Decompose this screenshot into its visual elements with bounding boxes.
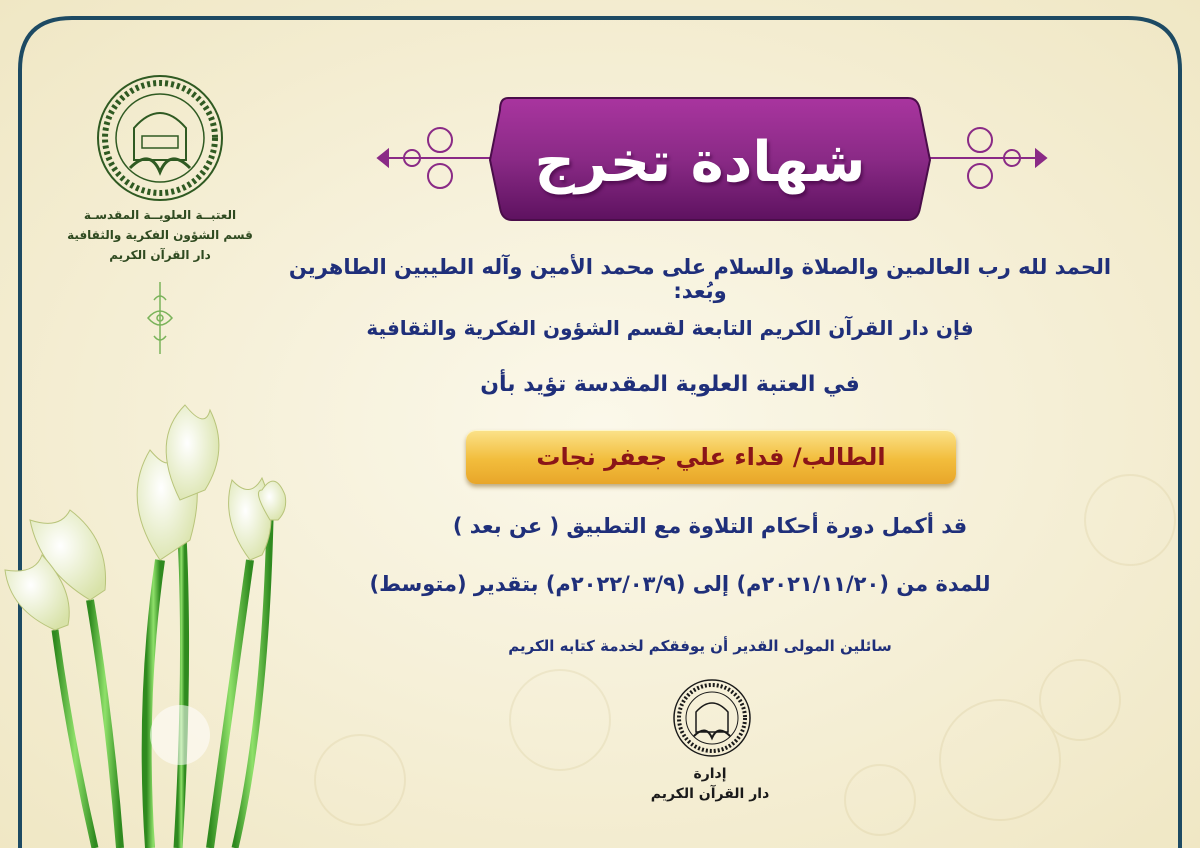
opening-praise: الحمد لله رب العالمين والصلاة والسلام على محمد الأمين وآله الطيبين الطاهرين وبُعد: (288, 255, 1112, 303)
institution-line-1: العتبــة العلويــة المقدسـة (83, 208, 237, 222)
institution-line-2: قسم الشؤون الفكرية والثقافية (67, 228, 253, 242)
admin-name: دار القرآن الكريم (650, 786, 770, 802)
body-line-3: في العتبة العلوية المقدسة تؤيد بأن (480, 372, 860, 397)
institution-block (40, 205, 280, 265)
admin-title: إدارة (693, 766, 727, 782)
course-completion: قد أكمل دورة أحكام التلاوة مع التطبيق ( عن بعد ) (452, 514, 968, 538)
certificate-title: شهادة تخرج (534, 130, 866, 195)
course-duration-grade: للمدة من (٢٠٢١/١١/٢٠م) إلى (٢٠٢٢/٠٣/٩م) بتقدير (متوسط) (369, 572, 991, 596)
closing-prayer: سائلين المولى القدير أن يوفقكم لخدمة كتابه الكريم (508, 637, 892, 655)
student-name: الطالب/ فداء علي جعفر نجات (536, 443, 886, 471)
body-line-2: فإن دار القرآن الكريم التابعة لقسم الشؤون الفكرية والثقافية (366, 316, 974, 340)
institution-line-3: دار القرآن الكريم (109, 248, 211, 262)
